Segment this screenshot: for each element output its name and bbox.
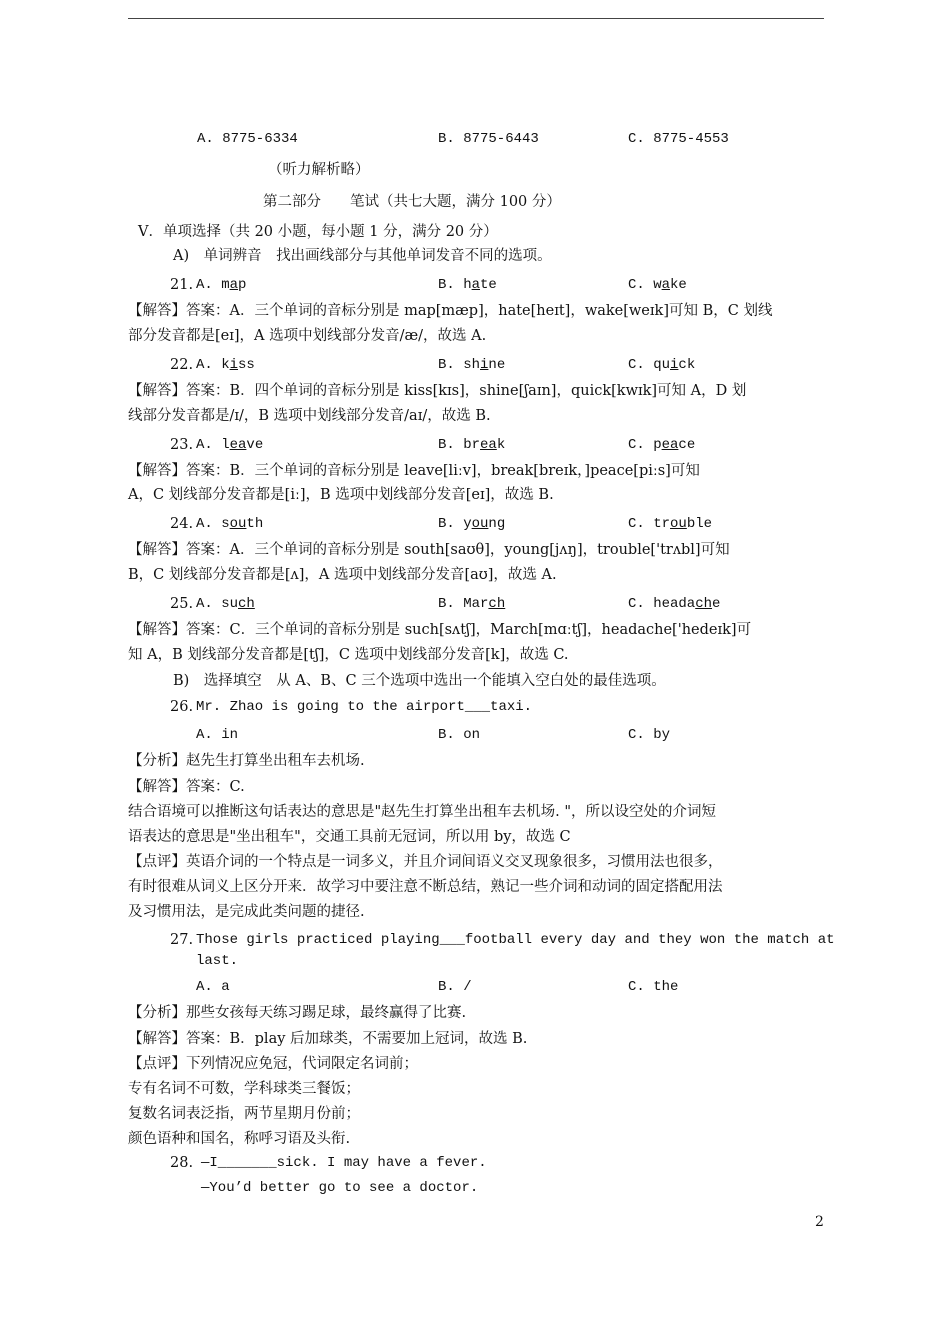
question-21-answer-line2: 部分发音都是[eɪ]，A 选项中划线部分发音/æ/，故选 A. — [128, 328, 487, 344]
question-24-option-c: C. trouble — [628, 516, 713, 532]
question-26-option-c: C. by — [628, 727, 671, 743]
subsection-b-title: B) 选择填空 从 A、B、C 三个选项中选出一个能填入空白处的最佳选项。 — [173, 673, 666, 689]
question-24-option-b: B. young — [438, 516, 506, 532]
question-26-option-a: A. in — [196, 727, 239, 743]
option-b: B. 8775-6443 — [438, 131, 539, 147]
question-22-option-a: A. kiss — [196, 357, 255, 373]
question-24-number: 24. — [170, 516, 194, 532]
question-23-option-b: B. break — [438, 437, 506, 453]
listening-note: （听力解析略） — [268, 162, 370, 178]
question-27-option-c: C. the — [628, 979, 679, 995]
option-a: A. 8775-6334 — [197, 131, 298, 147]
question-27-number: 27. — [170, 932, 194, 948]
question-27-rhyme-line2: 复数名词表泛指，两节星期月份前； — [128, 1106, 360, 1122]
header-rule — [128, 18, 824, 19]
question-23-answer-line1: 【解答】答案：B．三个单词的音标分别是 leave[liːv]，break[breɪk，]peace[piːs]可知 — [128, 463, 700, 479]
question-21-number: 21. — [170, 277, 194, 293]
question-26-analysis: 【分析】赵先生打算坐出租车去机场. — [128, 753, 365, 769]
question-25-option-b: B. March — [438, 596, 506, 612]
question-25-number: 25. — [170, 596, 194, 612]
option-c: C. 8775-4553 — [628, 131, 729, 147]
question-25-answer-line1: 【解答】答案：C．三个单词的音标分别是 such[sʌtʃ]，March[mɑːtʃ]，headache['hedeɪk]可 — [128, 622, 752, 638]
question-27-option-b: B. / — [438, 979, 472, 995]
question-24-answer-line1: 【解答】答案：A．三个单词的音标分别是 south[saʊθ]，young[jʌŋ]，trouble['trʌbl]可知 — [128, 542, 730, 558]
question-25-option-c: C. headache — [628, 596, 721, 612]
question-26-option-b: B. on — [438, 727, 481, 743]
question-26-explanation-line1: 结合语境可以推断这句话表达的意思是"赵先生打算坐出租车去机场. "，所以设空处的介词短 — [128, 804, 717, 820]
question-27-option-a: A. a — [196, 979, 230, 995]
question-23-option-a: A. leave — [196, 437, 264, 453]
question-28-line1: —I_______sick. I may have a fever. — [201, 1155, 487, 1171]
question-27-rhyme-line1: 专有名词不可数，学科球类三餐饭； — [128, 1081, 360, 1097]
question-24-answer-line2: B，C 划线部分发音都是[ʌ]，A 选项中划线部分发音[aʊ]，故选 A. — [128, 567, 557, 583]
question-22-answer-line1: 【解答】答案：B．四个单词的音标分别是 kiss[kɪs]，shine[ʃaɪn]，quick[kwɪk]可知 A，D 划 — [128, 383, 747, 399]
question-22-option-b: B. shine — [438, 357, 506, 373]
question-26-stem: Mr. Zhao is going to the airport___taxi. — [196, 699, 533, 715]
question-22-option-c: C. quick — [628, 357, 696, 373]
question-26-comment-line1: 【点评】英语介词的一个特点是一词多义，并且介词间语义交叉现象很多，习惯用法也很多， — [128, 854, 723, 870]
question-26-comment-line2: 有时很难从词义上区分开来．故学习中要注意不断总结，熟记一些介词和动词的固定搭配用法 — [128, 879, 723, 895]
question-26-answer: 【解答】答案：C. — [128, 779, 245, 795]
question-26-number: 26. — [170, 699, 194, 715]
question-27-answer: 【解答】答案：B．play 后加球类，不需要加上冠词，故选 B. — [128, 1031, 528, 1047]
question-21-option-b: B. hate — [438, 277, 497, 293]
question-21-option-a: A. map — [196, 277, 247, 293]
question-27-stem-line1: Those girls practiced playing___football every day and they won the match at — [196, 932, 835, 948]
question-23-answer-line2: A，C 划线部分发音都是[iː]，B 选项中划线部分发音[eɪ]，故选 B. — [128, 487, 554, 503]
question-24-option-a: A. south — [196, 516, 264, 532]
question-23-number: 23. — [170, 437, 194, 453]
question-26-comment-line3: 及习惯用法，是完成此类问题的捷径. — [128, 904, 365, 920]
subsection-a-title: A) 单词辨音 找出画线部分与其他单词发音不同的选项。 — [173, 248, 552, 264]
question-22-answer-line2: 线部分发音都是/ɪ/，B 选项中划线部分发音/aɪ/，故选 B. — [128, 408, 491, 424]
question-27-analysis: 【分析】那些女孩每天练习踢足球，最终赢得了比赛. — [128, 1005, 467, 1021]
question-27-rhyme-line3: 颜色语种和国名，称呼习语及头衔. — [128, 1131, 351, 1147]
section5-title: V．单项选择（共 20 小题，每小题 1 分，满分 20 分） — [138, 224, 498, 240]
question-25-option-a: A. such — [196, 596, 255, 612]
question-21-answer-line1: 【解答】答案：A．三个单词的音标分别是 map[mæp]，hate[heɪt]，wake[weɪk]可知 B，C 划线 — [128, 303, 773, 319]
question-26-explanation-line2: 语表达的意思是"坐出租车"，交通工具前无冠词，所以用 by，故选 C — [128, 829, 571, 845]
question-25-answer-line2: 知 A，B 划线部分发音都是[tʃ]，C 选项中划线部分发音[k]，故选 C. — [128, 647, 569, 663]
question-27-comment: 【点评】下列情况应免冠，代词限定名词前； — [128, 1056, 418, 1072]
question-21-option-c: C. wake — [628, 277, 687, 293]
question-28-line2: —You’d better go to see a doctor. — [201, 1180, 479, 1196]
question-22-number: 22. — [170, 357, 194, 373]
question-23-option-c: C. peace — [628, 437, 696, 453]
page-number: 2 — [815, 1214, 824, 1230]
part2-title: 第二部分 笔试（共七大题，满分 100 分） — [263, 194, 561, 210]
question-27-stem-line2: last. — [196, 953, 239, 969]
question-28-number: 28. — [170, 1155, 194, 1171]
